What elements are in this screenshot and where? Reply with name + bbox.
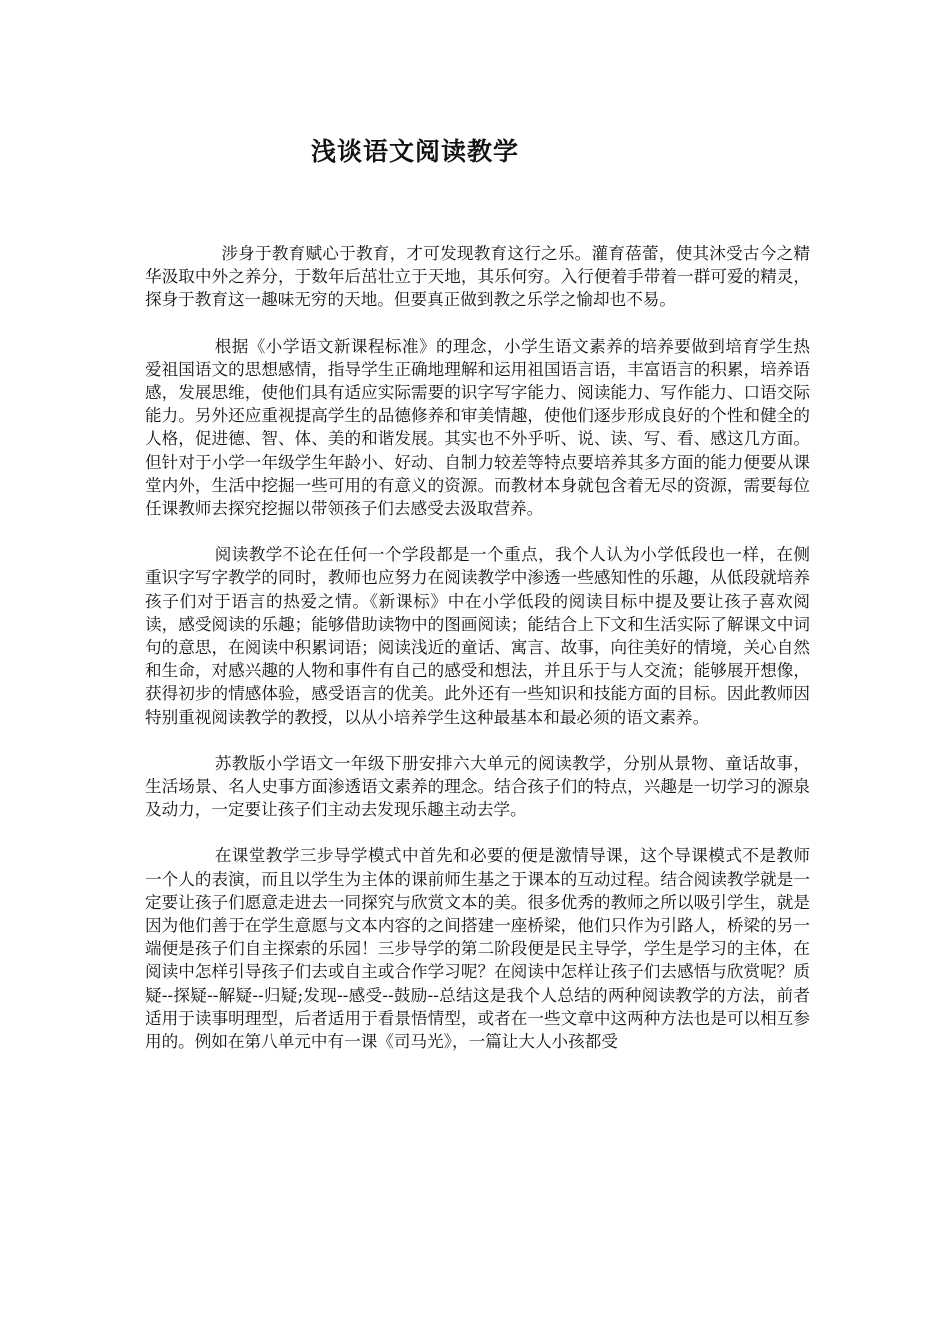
paragraph-3: 阅读教学不论在任何一个学段都是一个重点，我个人认为小学低段也一样，在侧重识字写字教学的同时，教师也应努力在阅读教学中渗透一些感知性的乐趣，从低段就培养孩子们对于语言的热爱之情。《新课标》中在小学低段的阅读目标中提及要让孩子喜欢阅读，感受阅读的乐趣；能够借助读物中的图画阅读；能结合上下文和生活实际了解课文中词句的意思，在阅读中积累词语；阅读浅近的童话、寓言、故事，向往美好的情境，关心自然和生命，对感兴趣的人物和事件有自己的感受和想法，并且乐于与人交流；能够展开想像，获得初步的情感体验，感受语言的优美。此外还有一些知识和技能方面的目标。因此教师因特别重视阅读教学的教授，以从小培养学生这种最基本和最必须的语文素养。 [145, 545, 810, 727]
paragraph-5: 在课堂教学三步导学模式中首先和必要的便是激情导课，这个导课模式不是教师一个人的表演，而且以学生为主体的课前师生基之于课本的互动过程。结合阅读教学就是一定要让孩子们愿意走进去一同探究与欣赏文本的美。很多优秀的教师之所以吸引学生，就是因为他们善于在学生意愿与文本内容的之间搭建一座桥梁，他们只作为引路人，桥梁的另一端便是孩子们自主探索的乐园！三步导学的第二阶段便是民主导学，学生是学习的主体，在阅读中怎样引导孩子们去或自主或合作学习呢？在阅读中怎样让孩子们去感悟与欣赏呢？质疑--探疑--解疑--归疑;发现--感受--鼓励--总结这是我个人总结的两种阅读教学的方法，前者适用于读事明理型，后者适用于看景悟情型，或者在一些文章中这两种方法也是可以相互参用的。例如在第八单元中有一课《司马光》，一篇让大人小孩都受 [145, 846, 810, 1052]
document-body [145, 242, 810, 1076]
document-title: 浅谈语文阅读教学 [310, 137, 519, 166]
paragraph-2: 根据《小学语文新课程标准》的理念，小学生语文素养的培养要做到培育学生热爱祖国语文的思想感情，指导学生正确地理解和运用祖国语言语，丰富语言的积累，培养语感，发展思维，使他们具有适应实际需要的识字写字能力、阅读能力、写作能力、口语交际能力。另外还应重视提高学生的品德修养和审美情趣，使他们逐步形成良好的个性和健全的人格，促进德、智、体、美的和谐发展。其实也不外乎听、说、读、写、看、感这几方面。但针对于小学一年级学生年龄小、好动、自制力较差等特点要培养其多方面的能力便要从课堂内外，生活中挖掘一些可用的有意义的资源。而教材本身就包含着无尽的资源，需要每位任课教师去探究挖掘以带领孩子们去感受去汲取营养。 [145, 336, 810, 519]
paragraph-4: 苏教版小学语文一年级下册安排六大单元的阅读教学，分别从景物、童话故事，生活场景、名人史事方面渗透语文素养的理念。结合孩子们的特点，兴趣是一切学习的源泉及动力，一定要让孩子们主动去发现乐趣主动去学。 [145, 753, 810, 820]
paragraph-1: 涉身于教育赋心于教育，才可发现教育这行之乐。灌育蓓蕾，使其沐受古今之精华汲取中外之养分，于数年后茁壮立于天地，其乐何穷。入行便着手带着一群可爱的精灵，探身于教育这一趣味无穷的天地。但要真正做到教之乐学之愉却也不易。 [145, 244, 810, 310]
